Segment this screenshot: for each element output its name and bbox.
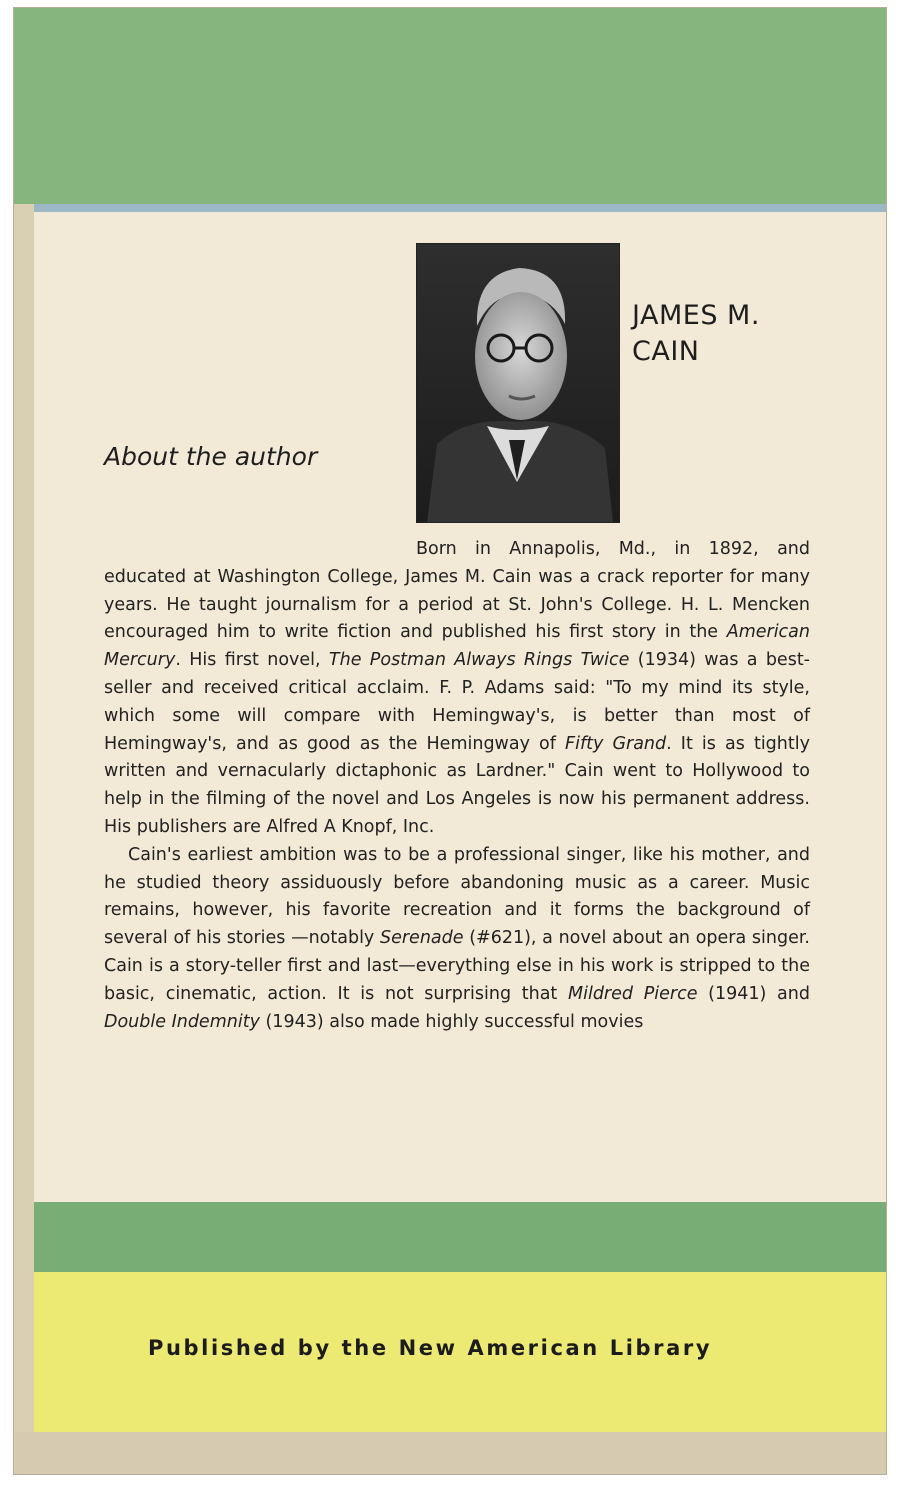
bio-text: . His first novel, bbox=[175, 650, 329, 671]
bottom-edge bbox=[14, 1432, 886, 1474]
bio-paragraph-2 bbox=[104, 842, 810, 1037]
blue-rule bbox=[34, 204, 886, 212]
bio-text: (1934) was a best-seller and received critical acclaim. F. P. Adams said: "To my mind its style, which some will compare with Hemingway's, is better than most of Hemingway's, and as good as the Hemingway of bbox=[104, 650, 810, 754]
bio-text: Born in Annapolis, Md., in 1892, and educated at Washington College, James M. Cain was a crack reporter for many years. He taught journalism for a period at St. John's College. H. L. Mencken encouraged him to write fiction and published his first story in the bbox=[104, 539, 810, 643]
bio-text: (1943) also made highly successful movies bbox=[259, 1011, 644, 1032]
author-name-line-1: JAMES M. bbox=[632, 300, 760, 331]
bio-title: Serenade bbox=[379, 928, 464, 949]
section-heading: About the author bbox=[104, 442, 318, 471]
top-green-band bbox=[14, 8, 886, 204]
bio-paragraph-1 bbox=[104, 536, 810, 842]
bio-text: (#621), a novel about an opera singer. Cain is a story-teller first and last—everything else in his work is stripped to the basic, cinematic, action. It is not surprising that bbox=[104, 928, 810, 1004]
author-portrait-icon bbox=[417, 244, 619, 522]
author-biography bbox=[104, 536, 810, 1036]
author-portrait-photo bbox=[416, 243, 620, 523]
bio-text: (1941) and bbox=[697, 983, 810, 1004]
author-name-line-2: CAIN bbox=[632, 336, 700, 367]
bio-text: Cain's earliest ambition was to be a professional singer, like his mother, and he studied theory assiduously before abandoning music as a career. Music remains, however, his favorite recreation and it forms the background of several of his stories —notably bbox=[104, 844, 810, 949]
bio-title: Double Indemnity bbox=[104, 1011, 260, 1032]
bio-title: The Postman Always Rings Twice bbox=[328, 650, 630, 671]
middle-green-band bbox=[34, 1202, 886, 1272]
bio-title: Fifty Grand bbox=[565, 733, 667, 754]
spine-edge bbox=[14, 204, 34, 1434]
bio-text: . It is as tightly written and vernacularly dictaphonic as Lardner." Cain went to Hollywood to help in the filming of the novel and Los Angeles is now his permanent address. His publishers are Alfred A Knopf, Inc. bbox=[104, 733, 810, 837]
bio-title: Mildred Pierce bbox=[568, 983, 698, 1004]
author-name bbox=[632, 298, 832, 370]
bio-title: American Mercury bbox=[104, 622, 810, 671]
publisher-line: Published by the New American Library bbox=[148, 1336, 713, 1360]
